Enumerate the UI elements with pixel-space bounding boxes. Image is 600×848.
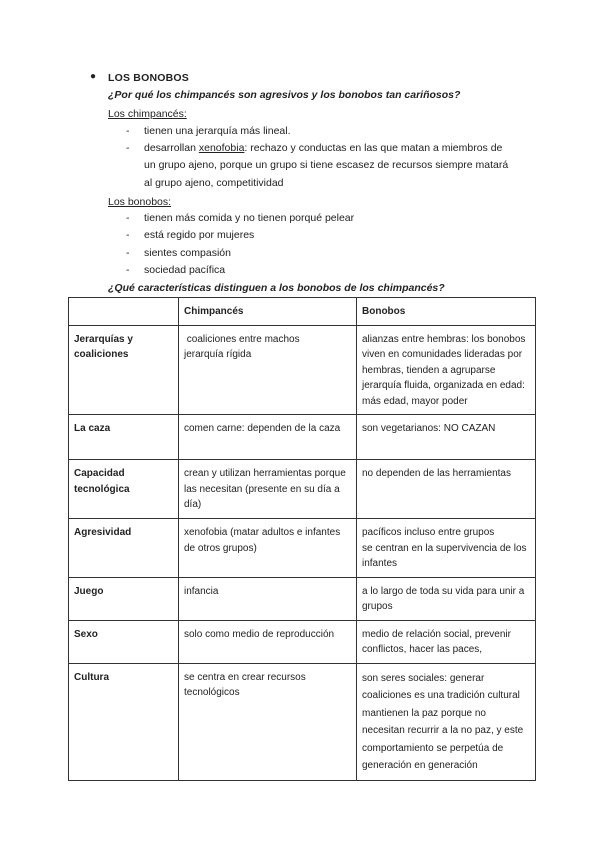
- chimp-cell: se centra en crear recursos tecnológicos: [179, 663, 357, 780]
- xenofobia-term: xenofobia: [198, 142, 245, 154]
- row-label: Capacidad tecnológica: [69, 460, 179, 519]
- bonobos-label: Los bonobos:: [108, 196, 172, 208]
- header-bonobos: Bonobos: [357, 298, 536, 326]
- list-item-text-post: : rechazo y conductas en las que matan a miembros de: [244, 142, 503, 154]
- list-item-text: [144, 140, 502, 158]
- row-label: Cultura: [69, 663, 179, 780]
- chimp-cell: infancia: [179, 577, 357, 620]
- bullet-icon: ●: [90, 71, 97, 82]
- header-empty: [69, 298, 179, 326]
- list-item-text: sientes compasión: [144, 247, 231, 259]
- chimp-line: coaliciones entre machos jerarquía rígida: [184, 333, 300, 360]
- question-1: ¿Por qué los chimpancés son agresivos y los bonobos tan cariñosos?: [108, 89, 461, 101]
- list-dash: -: [126, 212, 130, 224]
- list-dash: -: [126, 247, 130, 259]
- list-item-text: está regido por mujeres: [144, 229, 255, 241]
- comparison-table: [68, 297, 536, 781]
- list-dash: -: [126, 142, 130, 154]
- row-label: Agresividad: [69, 519, 179, 578]
- table-row: [69, 460, 536, 519]
- bonobo-cell: medio de relación social, prevenir conflictos, hacer las paces,: [357, 620, 536, 663]
- list-dash: -: [126, 229, 130, 241]
- chimp-cell: crean y utilizan herramientas porque las necesitan (presente en su día a día): [179, 460, 357, 519]
- list-item-text: tienen más comida y no tienen porqué pelear: [144, 212, 355, 224]
- bonobo-cell: [357, 325, 536, 415]
- list-item-text-pre: desarrollan: [144, 142, 199, 154]
- list-item-text: sociedad pacífica: [144, 264, 226, 276]
- list-item-text: tienen una jerarquía más lineal.: [144, 125, 291, 137]
- chimp-cell: xenofobia (matar adultos e infantes de otros grupos): [179, 519, 357, 578]
- table-row: [69, 620, 536, 663]
- bonobo-cell: son vegetarianos: NO CAZAN: [357, 415, 536, 460]
- chimpances-label: Los chimpancés:: [108, 108, 187, 120]
- table-header-row: [69, 298, 536, 326]
- bonobo-cell: a lo largo de toda su vida para unir a grupos: [357, 577, 536, 620]
- chimp-cell: [179, 325, 357, 415]
- list-item-text: un grupo ajeno, porque un grupo si tiene escasez de recursos siempre matará: [144, 159, 509, 171]
- table-row: [69, 325, 536, 415]
- row-label: Jerarquías y coaliciones: [69, 325, 179, 415]
- bonobo-line: pacíficos incluso entre grupos se centran en la supervivencia de los infantes: [362, 527, 527, 569]
- bonobo-line: alianzas entre hembras: los bonobos viven en comunidades lideradas por hembras, tienden a agruparse jerarquía fluida, organizada en edad: más edad, mayor poder: [362, 333, 526, 407]
- table-row: [69, 519, 536, 578]
- header-chimpances: Chimpancés: [179, 298, 357, 326]
- row-label: Sexo: [69, 620, 179, 663]
- list-dash: -: [126, 125, 130, 137]
- question-2: ¿Qué características distinguen a los bonobos de los chimpancés?: [108, 282, 445, 294]
- table-row: [69, 663, 536, 780]
- heading-title: LOS BONOBOS: [108, 72, 189, 84]
- bonobo-cell: no dependen de las herramientas: [357, 460, 536, 519]
- table-row: [69, 577, 536, 620]
- chimp-cell: comen carne: dependen de la caza: [179, 415, 357, 460]
- list-item-text: al grupo ajeno, competitividad: [144, 177, 284, 189]
- bonobo-cell: son seres sociales: generar coaliciones es una tradición cultural mantienen la paz porque no necesitan recurrir a la no paz, y este comportamiento se perpetúa de generación en generación: [357, 663, 536, 780]
- bonobo-cell: [357, 519, 536, 578]
- table-row: [69, 415, 536, 460]
- chimp-cell: solo como medio de reproducción: [179, 620, 357, 663]
- row-label: Juego: [69, 577, 179, 620]
- list-dash: -: [126, 264, 130, 276]
- row-label: La caza: [69, 415, 179, 460]
